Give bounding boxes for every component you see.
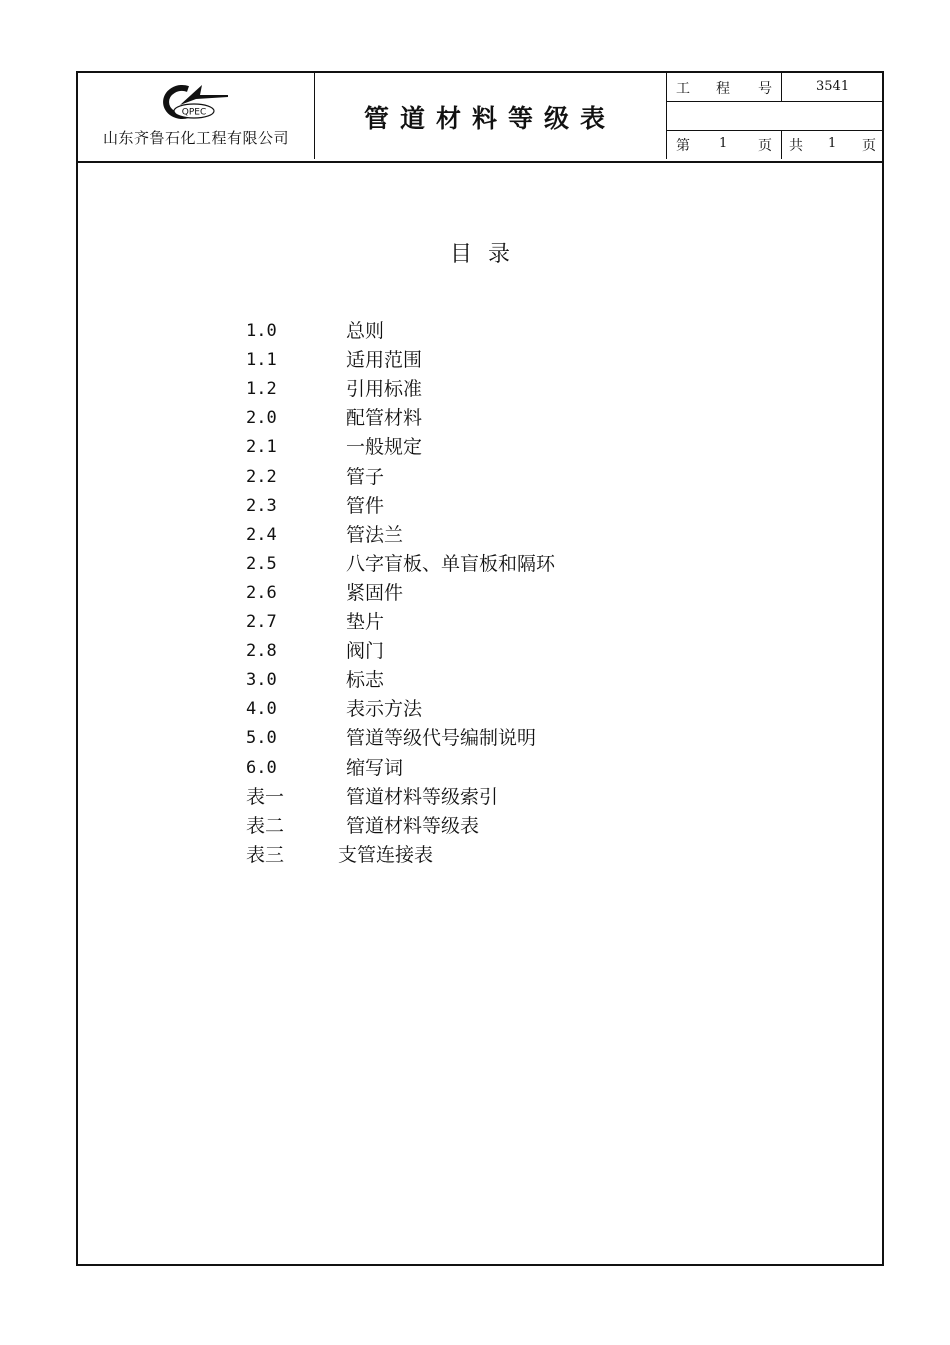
toc-item-number: 1.2 xyxy=(246,379,277,400)
toc-item-number: 2.7 xyxy=(246,612,277,632)
logo-text: QPEC xyxy=(181,107,207,118)
toc-item xyxy=(78,842,882,868)
page-total: 1 xyxy=(828,136,837,151)
page-row xyxy=(666,130,882,159)
company-logo xyxy=(158,81,230,121)
project-number-row xyxy=(666,73,882,102)
toc-item xyxy=(78,784,882,810)
toc-item-title: 垫片 xyxy=(346,611,385,633)
toc-item-title: 管道等级代号编制说明 xyxy=(346,727,537,750)
toc-item-title: 总则 xyxy=(346,320,385,342)
toc-item-title: 标志 xyxy=(346,669,385,692)
toc-item-number: 5.0 xyxy=(246,728,277,749)
toc-item-number: 4.0 xyxy=(246,699,277,720)
toc-item xyxy=(78,725,882,751)
toc-item-number: 2.8 xyxy=(246,641,277,662)
project-label-char-1: 工 xyxy=(676,81,690,97)
toc-item-number: 2.6 xyxy=(246,582,277,603)
toc-item-title: 管法兰 xyxy=(346,523,404,546)
toc-item xyxy=(78,638,882,664)
toc-item-number: 表一 xyxy=(246,785,285,808)
toc-item-title: 适用范围 xyxy=(346,349,423,372)
page-current: 1 xyxy=(719,136,728,151)
toc-item-title: 管道材料等级索引 xyxy=(346,785,499,808)
toc-item-number: 2.3 xyxy=(246,495,277,516)
toc-item-number: 6.0 xyxy=(246,757,277,778)
divider xyxy=(781,130,782,159)
toc-item-title: 支管连接表 xyxy=(338,843,434,866)
toc-item xyxy=(78,376,882,402)
toc-item xyxy=(78,493,882,519)
toc-item xyxy=(78,667,882,693)
toc-item xyxy=(78,464,882,490)
toc-item-number: 2.0 xyxy=(246,408,277,429)
toc-item-number: 2.2 xyxy=(246,466,277,487)
document-frame xyxy=(76,71,884,1266)
toc-item-number: 1.0 xyxy=(246,321,277,341)
toc-item-number: 2.5 xyxy=(246,553,277,574)
toc-title: 目录 xyxy=(449,242,526,267)
toc-item-title: 缩写词 xyxy=(346,756,404,779)
toc-item-number: 表三 xyxy=(246,843,285,866)
toc-item-title: 紧固件 xyxy=(346,581,404,604)
toc-item xyxy=(78,580,882,606)
toc-item xyxy=(78,609,882,635)
toc-item-number: 表二 xyxy=(246,814,285,837)
toc-item xyxy=(78,434,882,460)
toc-item-title: 配管材料 xyxy=(346,407,423,430)
info-block xyxy=(666,73,882,159)
page-label-gong: 共 xyxy=(789,138,803,154)
page-label-ye: 页 xyxy=(758,138,772,154)
company-name: 山东齐鲁石化工程有限公司 xyxy=(102,129,289,147)
logo-cell xyxy=(78,73,315,159)
toc-item xyxy=(78,318,882,344)
toc-item-number: 1.1 xyxy=(246,350,277,371)
toc-item-number: 2.1 xyxy=(246,437,277,458)
toc-item-title: 表示方法 xyxy=(346,698,423,721)
project-label-char-2: 程 xyxy=(716,81,730,97)
divider xyxy=(781,73,782,101)
toc-item xyxy=(78,551,882,577)
title-cell xyxy=(314,73,667,159)
toc-item xyxy=(78,696,882,722)
page-label-di: 第 xyxy=(676,138,690,154)
blank-row xyxy=(666,101,882,131)
project-label-char-3: 号 xyxy=(758,81,772,97)
toc-item xyxy=(78,405,882,431)
title-block xyxy=(78,73,882,163)
toc-item xyxy=(78,813,882,839)
toc-item-title: 管件 xyxy=(346,494,385,517)
document-title: 管道材料等级表 xyxy=(363,104,616,133)
project-number: 3541 xyxy=(816,79,850,94)
toc-item-number: 2.4 xyxy=(246,524,277,545)
page-label-ye-2: 页 xyxy=(862,138,876,154)
toc-item-title: 阀门 xyxy=(346,640,385,663)
toc-item xyxy=(78,347,882,373)
toc-item-title: 管道材料等级表 xyxy=(346,814,480,837)
toc-item-title: 引用标准 xyxy=(346,378,423,401)
toc-item-number: 3.0 xyxy=(246,670,277,691)
toc-item-title: 八字盲板、单盲板和隔环 xyxy=(346,552,556,575)
toc-item-title: 管子 xyxy=(346,465,385,488)
toc-item-title: 一般规定 xyxy=(346,436,423,459)
toc-item xyxy=(78,522,882,548)
toc-item xyxy=(78,755,882,781)
